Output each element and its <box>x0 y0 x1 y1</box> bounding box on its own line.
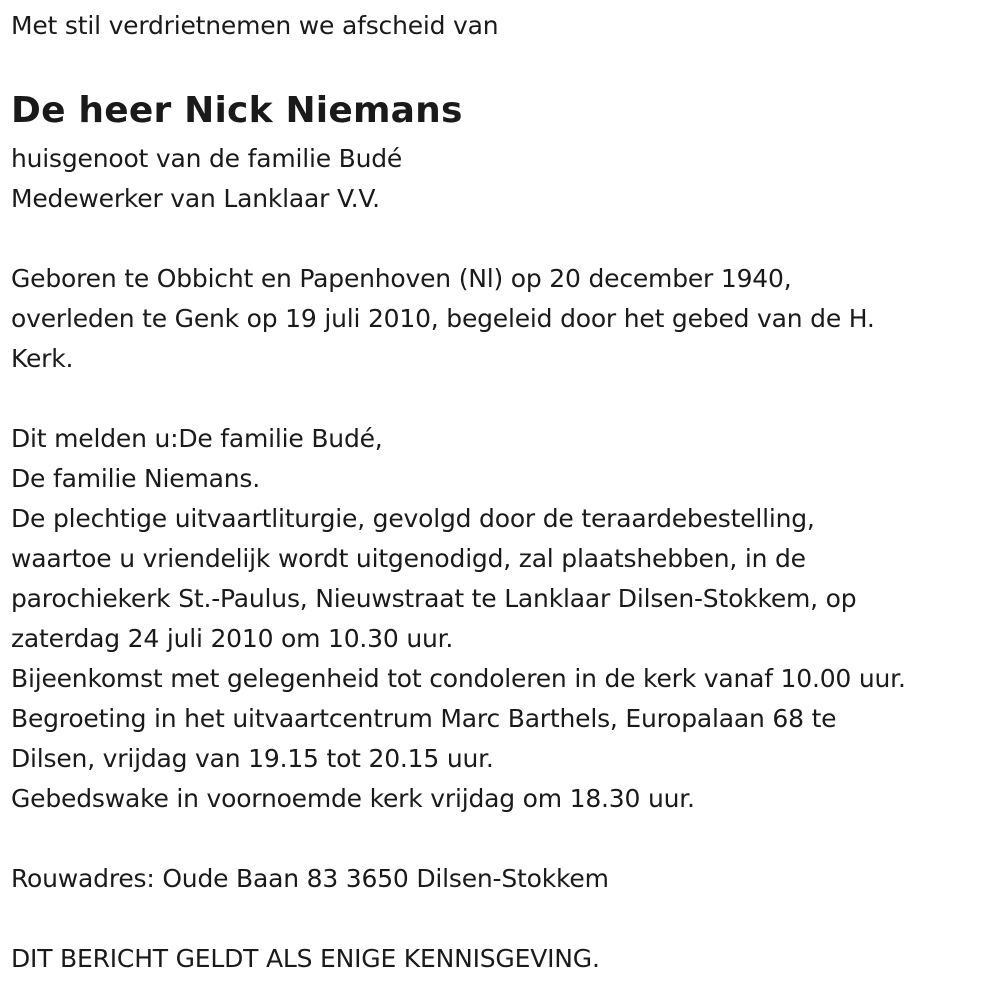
ceremony-line: Bijeenkomst met gelegenheid tot condoleren in de kerk vanaf 10.00 uur. <box>11 664 906 693</box>
birth-death-line: Geboren te Obbicht en Papenhoven (Nl) op 20 december 1940, <box>11 264 792 293</box>
deceased-name: De heer Nick Niemans <box>11 90 463 131</box>
ceremony-line: Dilsen, vrijdag van 19.15 tot 20.15 uur. <box>11 744 494 773</box>
intro-text: Met stil verdrietnemen we afscheid van <box>11 11 499 40</box>
ceremony-line: De familie Niemans. <box>11 464 260 493</box>
mourning-address: Rouwadres: Oude Baan 83 3650 Dilsen-Stokkem <box>11 864 609 893</box>
ceremony-line: waartoe u vriendelijk wordt uitgenodigd, zal plaatshebben, in de <box>11 544 806 573</box>
spacer <box>11 379 991 419</box>
ceremony-line: Begroeting in het uitvaartcentrum Marc Barthels, Europalaan 68 te <box>11 704 837 733</box>
ceremony-line: zaterdag 24 juli 2010 om 10.30 uur. <box>11 624 454 653</box>
ceremony-line: De plechtige uitvaartliturgie, gevolgd door de teraardebestelling, <box>11 504 815 533</box>
ceremony-line: Dit melden u:De familie Budé, <box>11 424 383 453</box>
spacer <box>11 219 991 259</box>
ceremony-line: parochiekerk St.-Paulus, Nieuwstraat te Lanklaar Dilsen-Stokkem, op <box>11 584 857 613</box>
ceremony-line: Gebedswake in voornoemde kerk vrijdag om 18.30 uur. <box>11 784 695 813</box>
birth-death-line: overleden te Genk op 19 juli 2010, begeleid door het gebed van de H. <box>11 304 875 333</box>
spacer <box>11 899 991 939</box>
relation-line: Medewerker van Lanklaar V.V. <box>11 184 380 213</box>
closing-statement: DIT BERICHT GELDT ALS ENIGE KENNISGEVING. <box>11 944 600 973</box>
obituary-notice <box>11 0 991 979</box>
birth-death-line: Kerk. <box>11 344 74 373</box>
spacer <box>11 819 991 859</box>
relation-line: huisgenoot van de familie Budé <box>11 144 403 173</box>
